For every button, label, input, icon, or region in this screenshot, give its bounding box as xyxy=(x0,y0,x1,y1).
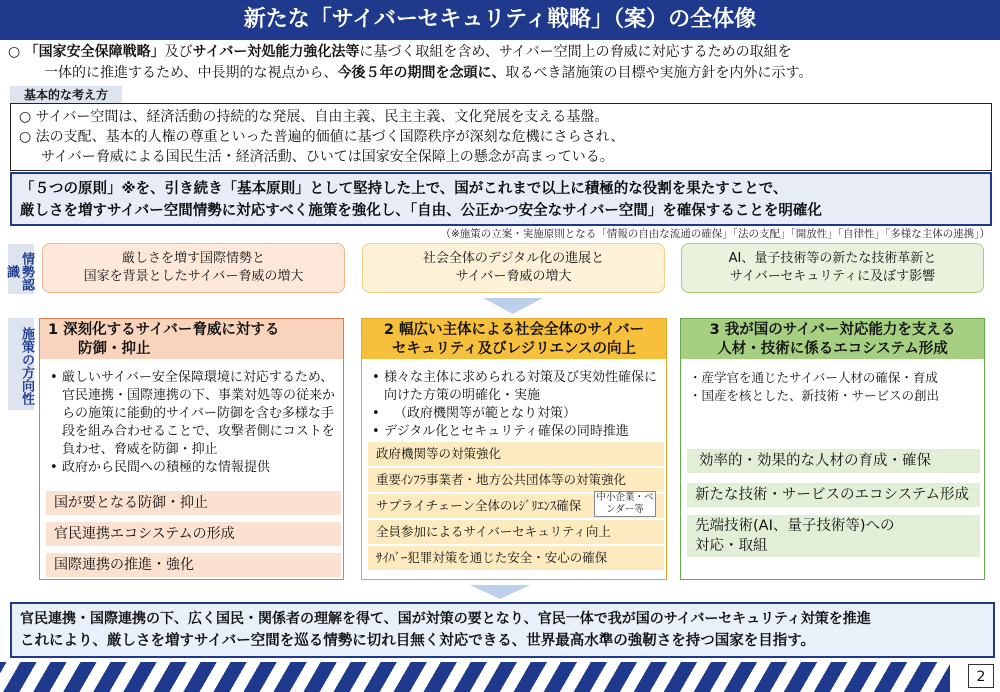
conclusion-line-2: これにより、厳しさを増すサイバー空間を巡る情勢に切れ目無く対応できる、世界最高水準の強靭さを持つ国家を目指す。 xyxy=(20,633,816,649)
column-3-head-line-1: 3 我が国のサイバー対応能力を支える xyxy=(709,322,956,338)
intro-part-2: 及び xyxy=(164,44,193,60)
page-title: 新たな「サイバーセキュリティ戦略」（案）の全体像 xyxy=(0,0,1000,40)
column-1-head-line-1: 1 深刻化するサイバー脅威に対する xyxy=(48,322,280,338)
column-3 xyxy=(680,318,985,580)
situation-1-line-1: 厳しさを増す国際情勢と xyxy=(121,251,265,266)
situation-2-line-2: サイバー脅威の増大 xyxy=(455,269,572,284)
decorative-stripe xyxy=(0,662,950,692)
basic-line-2: ○ 法の支配、基本的人権の尊重といった普遍的価値に基づく国際秩序が深刻な危機にさらされ、 xyxy=(19,129,625,145)
basic-box xyxy=(10,103,992,171)
column-3-bullets xyxy=(681,369,984,405)
principle-note: （※施策の立案・実施原則となる「情報の自由な流通の確保」「法の支配」「開放性」「自律性」「多様な主体の連携」） xyxy=(440,228,990,240)
column-2-tag: 政府機関等の対策強化 xyxy=(368,442,664,466)
column-3-tag: 新たな技術・サービスのエコシステム形成 xyxy=(687,483,980,507)
column-2-bullets xyxy=(362,369,666,441)
situation-3-line-1: AI、量子技術等の新たな技術革新と xyxy=(728,251,937,266)
intro-part-4: に基づく取組を含め、サイバー空間上の脅威に対応するための取組を xyxy=(359,44,792,60)
intro-text xyxy=(8,42,993,84)
column-1-tag: 国が要となる防御・抑止 xyxy=(46,491,341,515)
situation-2 xyxy=(362,243,665,293)
small-note-box: 中小企業・ベンダー等 xyxy=(594,491,656,517)
list-item: ・産学官を通じたサイバー人材の確保・育成 xyxy=(689,370,938,385)
intro-part-5: 一体的に推進するため、中長期的な視点から、 xyxy=(44,65,338,81)
situation-2-line-1: 社会全体のデジタル化の進展と xyxy=(422,251,605,266)
column-2-head-line-1: 2 幅広い主体による社会全体のサイバー xyxy=(383,322,645,338)
list-item: • 政府から民間への積極的な情報提供 xyxy=(48,459,335,477)
column-1-bullets xyxy=(40,369,343,477)
situation-1 xyxy=(42,243,345,293)
column-2-tag: 重要ｲﾝﾌﾗ事業者・地方公共団体等の対策強化 xyxy=(368,468,664,492)
column-1-tag: 国際連携の推進・強化 xyxy=(46,553,341,577)
column-2-head-line-2: セキュリティ及びレジリエンスの向上 xyxy=(392,341,636,357)
column-3-tag-line-1: 先端技術(AI、量子技術等)への xyxy=(695,518,895,534)
column-3-tag: 効率的・効果的な人材の育成・確保 xyxy=(687,449,980,473)
principle-line-1: 「５つの原則」※を、引き続き「基本原則」として堅持した上で、国がこれまで以上に積極的な役割を果たすことで、 xyxy=(20,181,788,197)
column-3-tag xyxy=(687,515,980,557)
intro-part-1: 「国家安全保障戦略」 xyxy=(24,44,165,60)
page-number: 2 xyxy=(968,664,994,688)
column-2-tag: 全員参加によるサイバーセキュリティ向上 xyxy=(368,520,664,544)
column-2-tag: ｻｲﾊﾞｰ犯罪対策を通じた安全・安心の確保 xyxy=(368,546,664,570)
side-label-direction: 施策の方向性 xyxy=(8,318,34,410)
column-2-tag: サプライチェーン全体のﾚｼﾞﾘｴﾝｽ確保 xyxy=(368,494,664,518)
column-1-head xyxy=(40,319,343,359)
principle-box xyxy=(10,172,992,226)
situation-3-line-2: サイバーセキュリティに及ぼす影響 xyxy=(729,269,936,284)
basic-label: 基本的な考え方 xyxy=(10,86,122,104)
intro-part-7: 取るべき諸施策の目標や実施方針を内外に示す。 xyxy=(505,65,813,81)
side-label-situation: 情勢認識 xyxy=(8,244,34,294)
principle-line-2: 厳しさを増すサイバー空間情勢に対応すべく施策を強化し、「自由、公正かつ安全なサイバー空間」を確保することを明確化 xyxy=(20,203,822,219)
column-3-head-line-2: 人材・技術に係るエコシステム形成 xyxy=(717,341,948,357)
situation-1-line-2: 国家を背景としたサイバー脅威の増大 xyxy=(83,269,304,284)
column-3-tag-line-2: 対応・取組 xyxy=(695,538,768,554)
column-1 xyxy=(39,318,344,580)
column-2 xyxy=(361,318,667,580)
arrow-down-icon xyxy=(483,298,543,314)
list-item: • 厳しいサイバー安全保障環境に対応するため、官民連携・国際連携の下、事業対処等の従来からの施策に能動的サイバー防御を含む多様な手段を組み合わせることで、攻撃者側にコストを負わせ、脅威を防御・抑止 xyxy=(48,369,335,459)
list-item: • 様々な主体に求められる対策及び実効性確保に向けた方策の明確化・実施 xyxy=(370,369,658,405)
list-item: • デジタル化とセキュリティ確保の同時推進 xyxy=(370,423,658,441)
list-item-sub: • （政府機関等が範となり対策） xyxy=(370,405,658,423)
column-1-tag: 官民連携エコシステムの形成 xyxy=(46,522,341,546)
column-1-head-line-2: 防御・抑止 xyxy=(78,341,151,357)
conclusion-line-1: 官民連携・国際連携の下、広く国民・関係者の理解を得て、国が対策の要となり、官民一体で我が国のサイバーセキュリティ対策を推進 xyxy=(20,611,871,627)
list-item: ・国産を核とした、新技術・サービスの創出 xyxy=(689,388,940,403)
intro-part-6: 今後５年の期間を念頭に、 xyxy=(337,65,506,81)
basic-line-1: ○ サイバー空間は、経済活動の持続的な発展、自由主義、民主主義、文化発展を支える基盤。 xyxy=(19,109,609,125)
basic-line-3: サイバー脅威による国民生活・経済活動、ひいては国家安全保障上の懸念が高まっている。 xyxy=(41,149,614,165)
column-2-head xyxy=(362,319,666,359)
conclusion-box xyxy=(10,602,995,658)
situation-3 xyxy=(681,243,984,293)
intro-bullet: ○ xyxy=(8,44,21,60)
intro-part-3: サイバー対処能力強化法等 xyxy=(192,44,360,60)
arrow-down-icon xyxy=(470,585,530,599)
column-3-head xyxy=(681,319,984,359)
